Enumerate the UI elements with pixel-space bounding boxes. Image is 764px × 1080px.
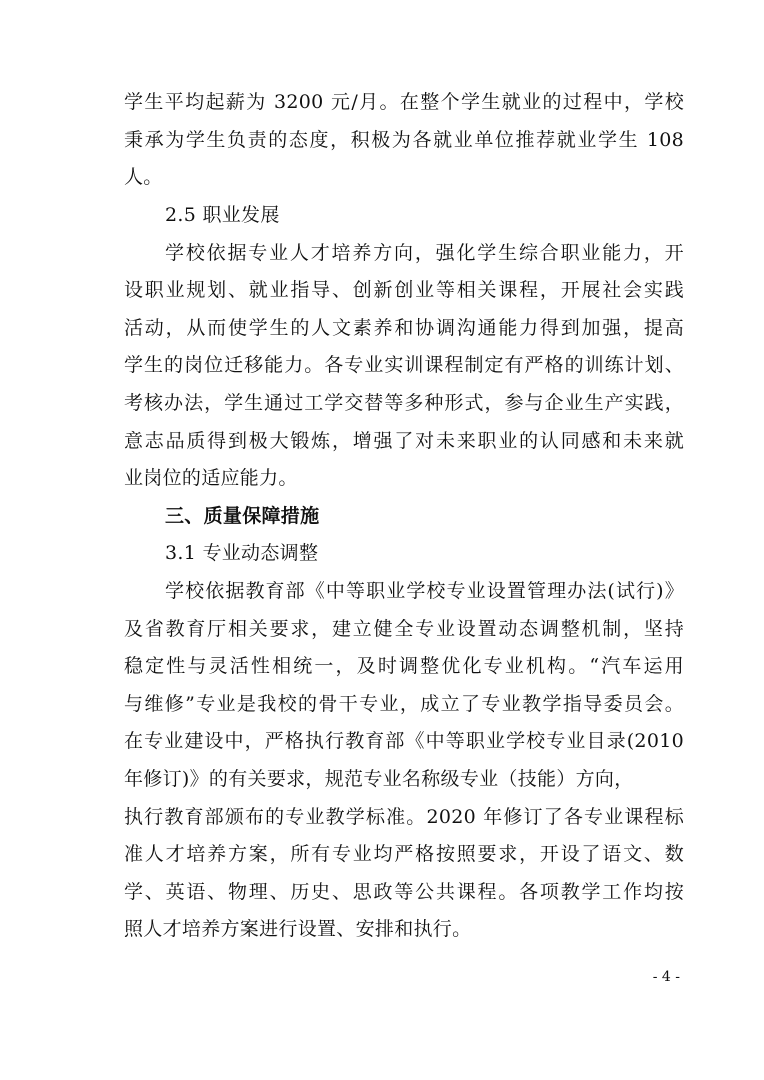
paragraph-line: 年修订)》的有关要求，规范专业名称级专业（技能）方向， — [124, 768, 634, 790]
section-heading-3-1: 3.1 专业动态调整 — [165, 542, 319, 564]
section-heading-2-5: 2.5 职业发展 — [165, 204, 280, 226]
page-number: - 4 - — [652, 969, 680, 985]
paragraph-line: 执行教育部颁布的专业教学标准。2020 年修订了各专业课程标 — [124, 806, 684, 828]
paragraph-line: 业岗位的适应能力。 — [124, 467, 298, 489]
paragraph-line: 意志品质得到极大锻炼，增强了对未来职业的认同感和未来就 — [124, 430, 684, 452]
paragraph-line: 与维修”专业是我校的骨干专业，成立了专业教学指导委员会。 — [124, 693, 684, 715]
paragraph-line: 学校依据专业人才培养方向，强化学生综合职业能力，开 — [165, 242, 684, 264]
paragraph-line: 学生平均起薪为 3200 元/月。在整个学生就业的过程中，学校 — [124, 91, 684, 113]
paragraph-line: 人。 — [124, 166, 163, 188]
paragraph-line: 稳定性与灵活性相统一，及时调整优化专业机构。“汽车运用 — [124, 655, 684, 677]
section-heading-3: 三、质量保障措施 — [165, 505, 320, 527]
paragraph-line: 设职业规划、就业指导、创新创业等相关课程，开展社会实践 — [124, 279, 684, 301]
paragraph-line: 学、英语、物理、历史、思政等公共课程。各项教学工作均按 — [124, 881, 684, 903]
paragraph-line: 学生的岗位迁移能力。各专业实训课程制定有严格的训练计划、 — [124, 354, 684, 376]
paragraph-line: 学校依据教育部《中等职业学校专业设置管理办法(试行)》 — [165, 580, 684, 602]
paragraph-line: 考核办法，学生通过工学交替等多种形式，参与企业生产实践， — [124, 392, 684, 414]
paragraph-line: 照人才培养方案进行设置、安排和执行。 — [124, 918, 472, 940]
paragraph-line: 秉承为学生负责的态度，积极为各就业单位推荐就业学生 108 — [124, 129, 684, 151]
paragraph-line: 及省教育厅相关要求，建立健全专业设置动态调整机制，坚持 — [124, 618, 684, 640]
paragraph-line: 准人才培养方案，所有专业均严格按照要求，开设了语文、数 — [124, 843, 684, 865]
paragraph-line: 在专业建设中，严格执行教育部《中等职业学校专业目录(2010 — [124, 730, 684, 752]
paragraph-line: 活动，从而使学生的人文素养和协调沟通能力得到加强，提高 — [124, 317, 684, 339]
